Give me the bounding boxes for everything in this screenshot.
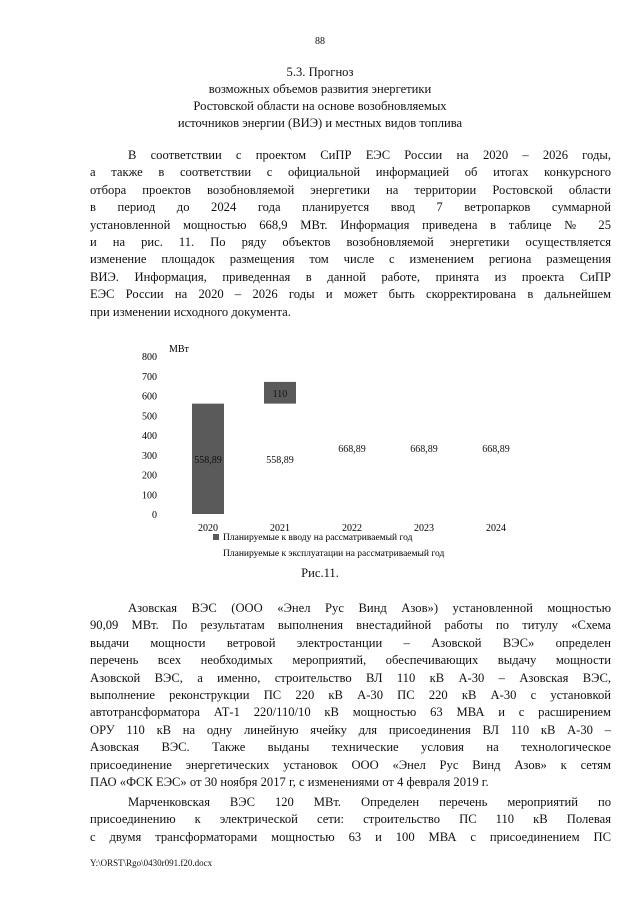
text-line: В соответствии с проектом СиПР ЕЭС России на 2020 – 2026 годы, [128,148,611,162]
y-tick-label: 700 [142,371,157,383]
text-line: присоединение энергетических установок ООО «Энел Рус Винд Азов» к сетям [90,757,611,772]
x-tick-label: 2022 [342,523,362,534]
y-tick-label: 100 [142,490,157,502]
y-tick-label: 800 [142,352,157,363]
text-line: Марченковская ВЭС 120 МВт. Определен перечень мероприятий по [128,795,611,809]
text-line: Азовской ВЭС, а именно, строительство ВЛ 110 кВ А-30 – Азовская ВЭС, [90,670,611,685]
text-line: и на рис. 11. По ряду объектов возобновляемой энергетики осуществляется [90,234,611,249]
text-line: автотрансформатора АТ-1 220/110/10 кВ мощностью 63 МВА и с расширением [90,705,611,720]
y-tick-label: 300 [142,450,157,462]
text-line: присоединению к электрической сети: строительство ПС 110 кВ Полевая [90,812,611,827]
title-line: Ростовской области на основе возобновляемых [193,99,447,113]
legend-label-input: Планируемые к вводу на рассматриваемый год [223,533,413,543]
section-title [0,64,640,132]
text-line: 90,09 МВт. По результатам выполнения внестадийной работы по титулу «Схема [90,618,611,633]
data-label-input: 110 [272,388,288,400]
paragraph-azov [90,600,611,791]
text-line: ОРУ 110 кВ на одну линейную ячейку для присоединения ВЛ 110 кВ А-30 – [90,722,611,737]
y-tick-label: 600 [142,391,157,403]
title-line: возможных объемов развития энергетики [208,82,432,96]
text-line: Азовская ВЭС (ООО «Энел Рус Винд Азов») установленной мощностью [128,601,611,615]
text-line: отбора проектов возобновляемой энергетики на территории Ростовской области [90,182,611,197]
wind-capacity-chart [135,340,555,565]
paragraph-marchenkovskaya [90,794,611,846]
file-path-footer: Y:\ORST\Rgo\0430r091.f20.docx [90,858,213,868]
x-tick-label: 2024 [486,523,506,534]
text-line: при изменении исходного документа. [90,304,291,319]
x-tick-label: 2023 [414,523,434,534]
text-line: в период до 2024 года планируется ввод 7 ветропарков суммарной [90,200,611,215]
data-label-operation: 668,89 [482,443,510,455]
x-tick-label: 2021 [270,523,290,534]
title-line: источников энергии (ВИЭ) и местных видов топлива [177,116,463,130]
figure-caption: Рис.11. [301,566,339,580]
x-tick-label: 2020 [198,523,218,534]
text-line: а также в соответствии с официальной информацией об итогах конкурсного [90,165,611,180]
text-line: ПАО «ФСК ЕЭС» от 30 ноября 2017 г, с изменениями от 4 февраля 2019 г. [90,774,489,789]
text-line: установленной мощностью 668,9 МВт. Информация приведена в таблице № 25 [90,217,611,232]
data-label-operation: 558,89 [266,454,294,466]
page-number: 88 [315,36,325,47]
text-line: выдачи мощности ветровой электростанции – Азовской ВЭС» определен [90,635,611,650]
title-line: 5.3. Прогноз [286,65,354,79]
legend-swatch-input [213,534,219,540]
text-line: ВИЭ. Информация, приведенная в данной работе, принята из проекта СиПР [90,269,611,284]
text-line: ЕЭС России на 2020 – 2026 годы и может быть скорректирована в дальнейшем [90,287,611,302]
y-tick-label: 0 [152,510,157,521]
data-label-input: 558,89 [194,454,222,466]
text-line: выполнение реконструкции ПС 220 кВ А-30 ПС 220 кВ А-30 с установкой [90,687,611,702]
y-axis [142,352,157,521]
legend-label-operation: Планируемые к эксплуатации на рассматриваемый год [223,549,445,559]
data-label-operation: 668,89 [410,443,438,455]
y-tick-label: 500 [142,411,157,423]
y-tick-label: 400 [142,431,157,442]
data-label-operation: 668,89 [338,443,366,455]
text-line: перечень всех необходимых мероприятий, обеспечивающих выдачу мощности [90,653,611,668]
text-line: изменение площадок размещения том числе с изменением региона размещения [90,252,611,267]
text-line: Азовская ВЭС. Также выданы технические условия на технологическое [90,740,611,755]
y-tick-label: 200 [142,470,157,482]
y-axis-label: МВт [169,344,189,355]
text-line: с двумя трансформаторами мощностью 63 и 100 МВА с присоединением ПС [90,829,611,844]
legend [213,532,445,559]
paragraph-intro [90,147,611,321]
